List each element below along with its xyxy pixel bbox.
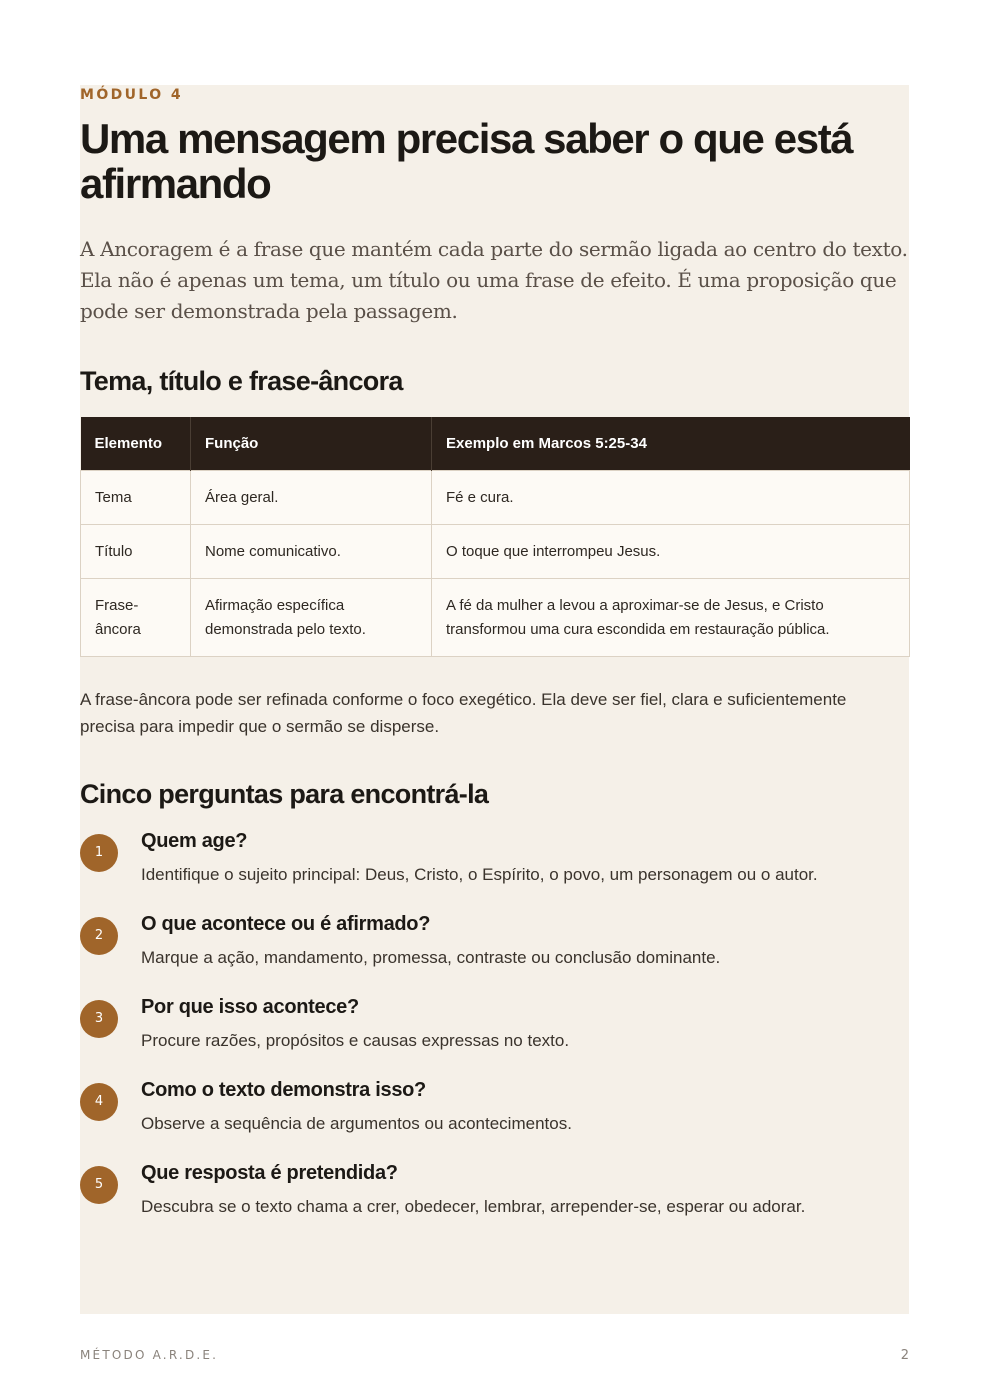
table-cell: Nome comunicativo.	[191, 525, 432, 579]
question-item	[80, 1162, 910, 1236]
comparison-table	[80, 417, 910, 657]
question-title: Como o texto demonstra isso?	[141, 1079, 426, 1101]
table-row	[81, 579, 910, 657]
question-title: O que acontece ou é afirmado?	[141, 913, 431, 935]
section-heading-tema: Tema, título e frase-âncora	[80, 366, 403, 396]
table-cell: Frase-âncora	[81, 579, 191, 657]
question-number-badge: 4	[80, 1083, 118, 1121]
question-text: Observe a sequência de argumentos ou acontecimentos.	[141, 1114, 572, 1133]
table-row	[81, 525, 910, 579]
question-number-badge: 3	[80, 1000, 118, 1038]
table-header-cell: Função	[191, 417, 432, 471]
table-cell: O toque que interrompeu Jesus.	[432, 525, 910, 579]
question-title: Que resposta é pretendida?	[141, 1162, 398, 1184]
question-number-badge: 1	[80, 834, 118, 872]
table-row	[81, 471, 910, 525]
question-number-badge: 5	[80, 1166, 118, 1204]
question-item	[80, 830, 910, 904]
table-header-cell: Elemento	[81, 417, 191, 471]
table-cell: Fé e cura.	[432, 471, 910, 525]
table-cell: Afirmação específica demonstrada pelo texto.	[191, 579, 432, 657]
question-text: Procure razões, propósitos e causas expressas no texto.	[141, 1031, 570, 1050]
table-header-row	[81, 417, 910, 471]
question-text: Descubra se o texto chama a crer, obedecer, lembrar, arrepender-se, esperar ou adorar.	[141, 1197, 806, 1216]
question-item	[80, 996, 910, 1070]
question-title: Por que isso acontece?	[141, 996, 359, 1018]
table-cell: Tema	[81, 471, 191, 525]
table-header-cell: Exemplo em Marcos 5:25-34	[432, 417, 910, 471]
table-cell: Título	[81, 525, 191, 579]
page-number: 2	[900, 1348, 909, 1363]
footer-label: MÉTODO A.R.D.E.	[80, 1348, 219, 1362]
question-item	[80, 913, 910, 987]
lead-paragraph: A Ancoragem é a frase que mantém cada parte do sermão ligada ao centro do texto. Ela não é apenas um tema, um título ou uma frase de efeito. É uma proposição que pode ser demonstrada pela passagem.	[80, 237, 908, 323]
table-cell: A fé da mulher a levou a aproximar-se de Jesus, e Cristo transformou uma cura escondida em restauração pública.	[432, 579, 910, 657]
question-text: Marque a ação, mandamento, promessa, contraste ou conclusão dominante.	[141, 948, 721, 967]
table-cell: Área geral.	[191, 471, 432, 525]
question-number-badge: 2	[80, 917, 118, 955]
page-title: Uma mensagem precisa saber o que está afirmando	[80, 115, 853, 207]
module-label: MÓDULO 4	[80, 87, 183, 103]
section-heading-perguntas: Cinco perguntas para encontrá-la	[80, 779, 489, 809]
question-title: Quem age?	[141, 830, 248, 852]
note-paragraph: A frase-âncora pode ser refinada conforme o foco exegético. Ela deve ser fiel, clara e suficientemente precisa para impedir que o sermão se disperse.	[80, 690, 847, 736]
question-item	[80, 1079, 910, 1153]
question-text: Identifique o sujeito principal: Deus, Cristo, o Espírito, o povo, um personagem ou o autor.	[141, 865, 818, 884]
